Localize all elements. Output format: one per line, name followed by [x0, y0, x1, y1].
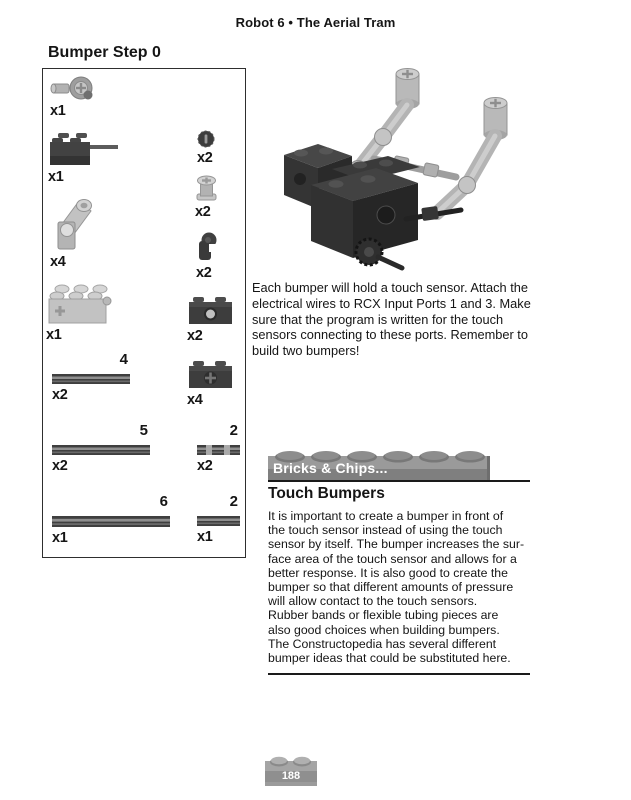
sidebar-line: will allow contact to the touch sensors. — [268, 594, 478, 609]
sidebar-title: Touch Bumpers — [268, 485, 385, 502]
part-quantity: x1 — [197, 529, 213, 545]
paragraph-line: build two bumpers! — [252, 343, 360, 359]
part-quantity: x2 — [196, 265, 212, 281]
sidebar-line: the touch sensor instead of using the touch — [268, 523, 503, 538]
axle-length-label: 4 — [119, 351, 128, 368]
part-item — [50, 192, 94, 270]
paragraph-line: sure that the program is written for the touch — [252, 311, 504, 327]
part-item — [46, 281, 112, 343]
sidebar-line: It is important to create a bumper in front of — [268, 509, 504, 523]
paragraph-line: sensors connecting to these ports. Remember to — [252, 327, 528, 343]
pulley-wheel-with-axle-icon — [50, 75, 96, 101]
part-quantity: x4 — [50, 254, 66, 270]
part-quantity: x2 — [52, 387, 68, 403]
technic-brick-1x2-axle-hole-icon — [187, 360, 234, 390]
bricks-chips-sidebar — [268, 449, 530, 675]
part-item — [195, 175, 218, 220]
bushing-light-gray-icon — [195, 175, 218, 202]
part-quantity: x2 — [197, 150, 213, 166]
sidebar-line: The Constructopedia has several different — [268, 636, 497, 651]
part-item — [187, 360, 234, 408]
sidebar-top-rule — [268, 480, 530, 482]
axle-length-label: 5 — [139, 422, 148, 439]
bush-icon — [197, 130, 215, 148]
part-quantity: x1 — [52, 530, 68, 546]
part-quantity: x4 — [187, 392, 203, 408]
part-item — [50, 75, 96, 119]
technic-brick-1x2-pin-hole-icon — [187, 296, 234, 326]
paragraph-line: Each bumper will hold a touch sensor. Attach the — [252, 280, 529, 295]
sidebar-line: bumper ideas that could be substituted here. — [268, 651, 511, 666]
sidebar-line: sensor by itself. The bumper increases the sur- — [268, 537, 525, 552]
axle-5-icon — [52, 445, 150, 455]
sidebar-line: also good choices when building bumpers. — [268, 622, 500, 637]
page-number: 188 — [281, 770, 301, 782]
sidebar-line: better response. It is also good to create the — [268, 565, 508, 580]
part-quantity: x2 — [197, 458, 213, 474]
part-item — [52, 494, 170, 546]
sidebar-line: Rubber bands or flexible tubing pieces are — [268, 608, 499, 623]
part-item — [48, 131, 120, 185]
friction-pin-icon — [196, 231, 219, 263]
angle-connector-icon — [50, 192, 94, 252]
sidebar-body — [268, 509, 530, 665]
axle-6-icon — [52, 516, 170, 527]
sidebar-banner — [268, 449, 530, 480]
axle-length-label: 2 — [229, 493, 238, 510]
part-quantity: x1 — [50, 103, 66, 119]
sidebar-line: face area of the touch sensor and allows for a — [268, 551, 517, 566]
axle-notched-icon — [197, 445, 240, 455]
part-quantity: x2 — [187, 328, 203, 344]
part-item — [52, 423, 150, 474]
axle-4-icon — [52, 374, 130, 384]
part-item — [196, 231, 219, 281]
part-item — [197, 423, 240, 474]
banner-label: Bricks & Chips... — [273, 460, 388, 476]
running-head: Robot 6 • The Aerial Tram — [235, 15, 396, 30]
part-item — [187, 296, 234, 344]
part-item — [52, 352, 130, 403]
axle-length-label: 2 — [229, 422, 238, 439]
page-number-brick — [265, 753, 317, 786]
part-quantity: x2 — [195, 204, 211, 220]
section-title: Bumper Step 0 — [48, 44, 161, 61]
sidebar-bottom-rule — [268, 673, 530, 675]
brick-2x3-light-gray-icon — [46, 281, 112, 325]
bumper-assembly-figure — [256, 57, 618, 273]
axle-length-label: 6 — [159, 493, 168, 510]
instruction-paragraph — [252, 280, 582, 359]
part-item — [197, 494, 240, 545]
part-quantity: x2 — [52, 458, 68, 474]
part-quantity: x1 — [48, 169, 64, 185]
sidebar-line: bumper so that different amounts of pressure — [268, 580, 514, 595]
part-quantity: x1 — [46, 327, 62, 343]
brick-2x2-with-axle-icon — [48, 131, 120, 167]
part-item — [197, 130, 215, 166]
paragraph-line: electrical wires to RCX Input Ports 1 and 3. Make — [252, 295, 531, 311]
axle-short-icon — [197, 516, 240, 526]
